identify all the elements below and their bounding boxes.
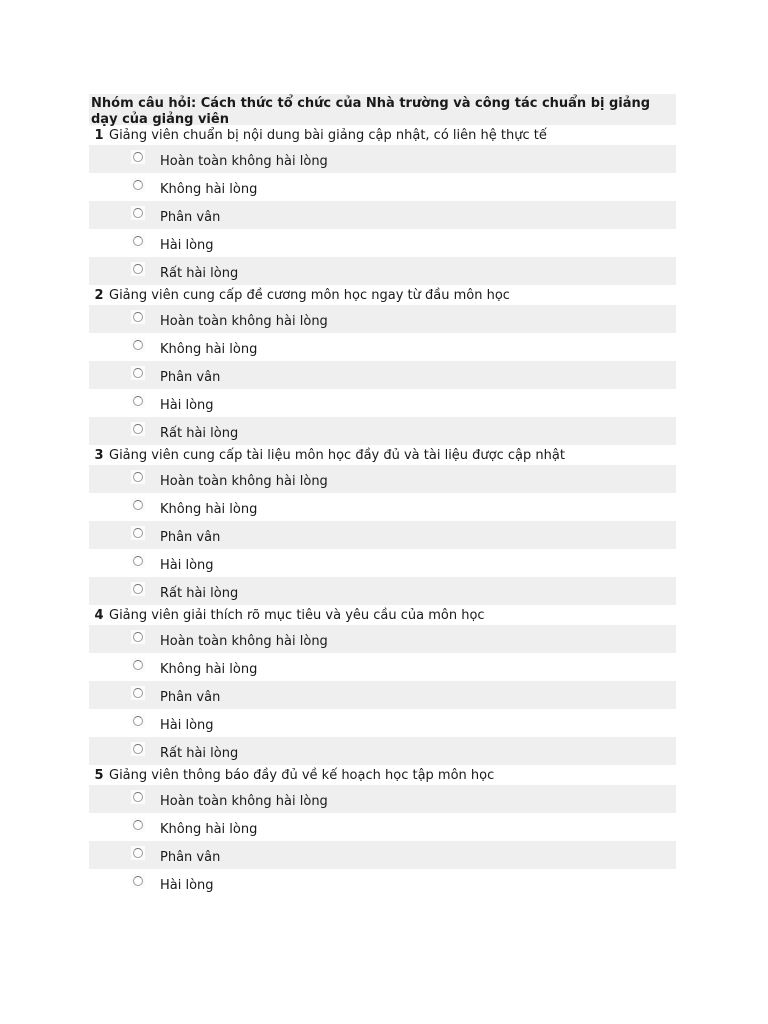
radio-button-icon[interactable]	[131, 498, 145, 512]
answer-option-label: Rất hài lòng	[160, 746, 239, 761]
answer-option-label: Hài lòng	[160, 238, 214, 253]
radio-ring	[133, 500, 143, 510]
question-text: Giảng viên thông báo đầy đủ về kế hoạch học tập môn học	[109, 767, 495, 783]
radio-ring	[133, 792, 143, 802]
question-text: Giảng viên chuẩn bị nội dung bài giảng cập nhật, có liên hệ thực tế	[109, 127, 547, 143]
radio-button-icon[interactable]	[131, 366, 145, 380]
radio-ring	[133, 556, 143, 566]
answer-option-label: Không hài lòng	[160, 342, 258, 357]
answer-option[interactable]	[89, 737, 676, 765]
radio-ring	[133, 340, 143, 350]
answer-option-label: Không hài lòng	[160, 662, 258, 677]
radio-button-icon[interactable]	[131, 874, 145, 888]
radio-ring	[133, 312, 143, 322]
question-number: 3	[94, 447, 104, 463]
radio-ring	[133, 396, 143, 406]
radio-button-icon[interactable]	[131, 310, 145, 324]
answer-option[interactable]	[89, 389, 676, 417]
radio-ring	[133, 424, 143, 434]
radio-ring	[133, 744, 143, 754]
radio-ring	[133, 584, 143, 594]
question-group-title: Nhóm câu hỏi: Cách thức tổ chức của Nhà trường và công tác chuẩn bị giảng dạy của giảng viên	[89, 94, 676, 125]
radio-ring	[133, 152, 143, 162]
radio-button-icon[interactable]	[131, 150, 145, 164]
radio-button-icon[interactable]	[131, 394, 145, 408]
radio-button-icon[interactable]	[131, 686, 145, 700]
answer-option[interactable]	[89, 145, 676, 173]
answer-option[interactable]	[89, 549, 676, 577]
radio-button-icon[interactable]	[131, 818, 145, 832]
radio-ring	[133, 876, 143, 886]
question-text: Giảng viên cung cấp đề cương môn học ngay từ đầu môn học	[109, 287, 510, 303]
answer-option[interactable]	[89, 813, 676, 841]
answer-option-label: Hài lòng	[160, 718, 214, 733]
radio-button-icon[interactable]	[131, 178, 145, 192]
question-row	[89, 125, 676, 145]
question-number: 4	[94, 607, 104, 623]
radio-ring	[133, 848, 143, 858]
answer-option-label: Hoàn toàn không hài lòng	[160, 634, 328, 649]
answer-option-label: Hoàn toàn không hài lòng	[160, 154, 328, 169]
answer-option-label: Hoàn toàn không hài lòng	[160, 314, 328, 329]
radio-ring	[133, 820, 143, 830]
radio-button-icon[interactable]	[131, 338, 145, 352]
answer-option[interactable]	[89, 361, 676, 389]
answer-option[interactable]	[89, 257, 676, 285]
question-number: 2	[94, 287, 104, 303]
radio-ring	[133, 180, 143, 190]
radio-button-icon[interactable]	[131, 846, 145, 860]
radio-button-icon[interactable]	[131, 262, 145, 276]
answer-option[interactable]	[89, 653, 676, 681]
radio-button-icon[interactable]	[131, 422, 145, 436]
answer-option[interactable]	[89, 201, 676, 229]
answer-option[interactable]	[89, 521, 676, 549]
answer-option[interactable]	[89, 229, 676, 257]
radio-button-icon[interactable]	[131, 790, 145, 804]
answer-option-label: Phân vân	[160, 690, 221, 705]
answer-option[interactable]	[89, 709, 676, 737]
answer-option[interactable]	[89, 625, 676, 653]
answer-option[interactable]	[89, 465, 676, 493]
answer-option[interactable]	[89, 577, 676, 605]
answer-option-label: Hài lòng	[160, 558, 214, 573]
answer-option-label: Rất hài lòng	[160, 266, 239, 281]
radio-button-icon[interactable]	[131, 742, 145, 756]
radio-button-icon[interactable]	[131, 234, 145, 248]
question-number: 5	[94, 767, 104, 783]
answer-option-label: Hài lòng	[160, 398, 214, 413]
answer-option[interactable]	[89, 305, 676, 333]
question-row	[89, 445, 676, 465]
answer-option[interactable]	[89, 681, 676, 709]
answer-option[interactable]	[89, 785, 676, 813]
radio-ring	[133, 528, 143, 538]
answer-option-label: Không hài lòng	[160, 182, 258, 197]
answer-option-label: Hoàn toàn không hài lòng	[160, 794, 328, 809]
radio-button-icon[interactable]	[131, 554, 145, 568]
radio-ring	[133, 368, 143, 378]
answer-option-label: Không hài lòng	[160, 822, 258, 837]
radio-button-icon[interactable]	[131, 470, 145, 484]
answer-option-label: Phân vân	[160, 530, 221, 545]
radio-button-icon[interactable]	[131, 714, 145, 728]
answer-option[interactable]	[89, 173, 676, 201]
question-row	[89, 765, 676, 785]
answer-option[interactable]	[89, 493, 676, 521]
radio-button-icon[interactable]	[131, 582, 145, 596]
answer-option-label: Phân vân	[160, 850, 221, 865]
question-row	[89, 285, 676, 305]
radio-button-icon[interactable]	[131, 658, 145, 672]
radio-ring	[133, 632, 143, 642]
radio-ring	[133, 688, 143, 698]
radio-button-icon[interactable]	[131, 630, 145, 644]
answer-option[interactable]	[89, 869, 676, 897]
radio-button-icon[interactable]	[131, 526, 145, 540]
question-number: 1	[94, 127, 104, 143]
question-list	[89, 125, 676, 897]
answer-option[interactable]	[89, 333, 676, 361]
question-text: Giảng viên cung cấp tài liệu môn học đầy đủ và tài liệu được cập nhật	[109, 447, 565, 463]
radio-ring	[133, 208, 143, 218]
radio-ring	[133, 264, 143, 274]
answer-option-label: Phân vân	[160, 370, 221, 385]
answer-option-label: Phân vân	[160, 210, 221, 225]
radio-ring	[133, 660, 143, 670]
question-text: Giảng viên giải thích rõ mục tiêu và yêu cầu của môn học	[109, 607, 485, 623]
question-row	[89, 605, 676, 625]
answer-option-label: Rất hài lòng	[160, 586, 239, 601]
answer-option[interactable]	[89, 841, 676, 869]
answer-option-label: Không hài lòng	[160, 502, 258, 517]
answer-option[interactable]	[89, 417, 676, 445]
answer-option-label: Hài lòng	[160, 878, 214, 893]
radio-ring	[133, 472, 143, 482]
radio-ring	[133, 716, 143, 726]
answer-option-label: Rất hài lòng	[160, 426, 239, 441]
answer-option-label: Hoàn toàn không hài lòng	[160, 474, 328, 489]
radio-button-icon[interactable]	[131, 206, 145, 220]
survey-form	[89, 94, 676, 897]
radio-ring	[133, 236, 143, 246]
